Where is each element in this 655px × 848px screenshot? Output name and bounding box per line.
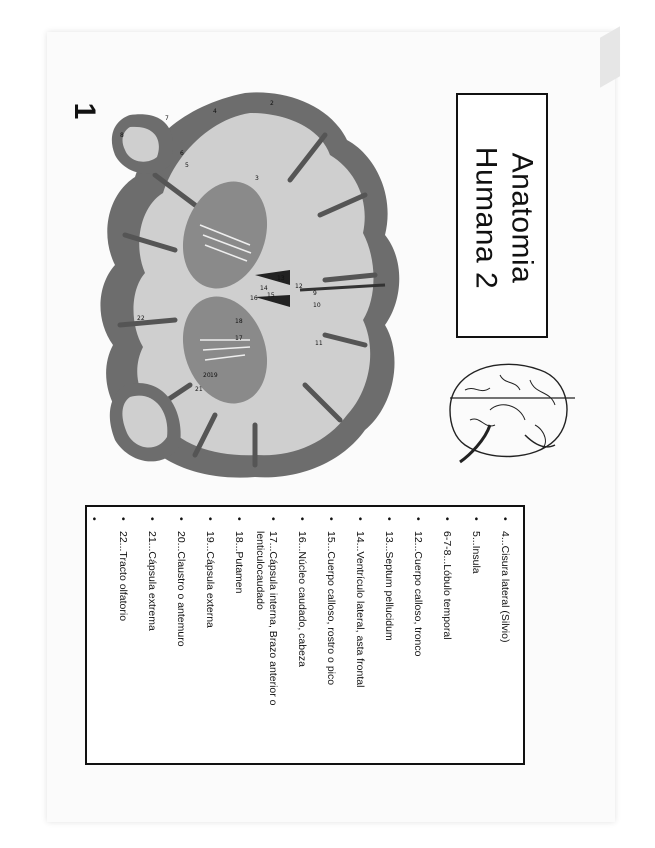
title-line-1: Anatomia — [505, 152, 539, 284]
legend-item: • 22...Tracto olfatorio — [116, 517, 129, 755]
label-8: 8 — [120, 132, 124, 139]
sagittal-reference-figure — [430, 350, 580, 470]
paper-corner-fold — [600, 26, 620, 88]
label-15: 15 — [267, 292, 275, 299]
label-7: 7 — [165, 115, 169, 122]
legend-item: • 17...Cápsula interna, Brazo anterior o lenticulocaudado — [253, 517, 279, 761]
legend-item: • 13...Septum pellucidum — [382, 517, 395, 755]
label-10: 10 — [313, 302, 321, 309]
legend-box — [85, 505, 525, 765]
legend-item: • 6-7-8...Lóbulo temporal — [440, 517, 453, 755]
legend-item: • 20...Claustro o antemuro — [174, 517, 187, 755]
label-14: 14 — [260, 285, 268, 292]
label-5: 5 — [185, 162, 189, 169]
label-18: 18 — [235, 318, 243, 325]
title-rotated — [458, 96, 550, 341]
label-22: 22 — [137, 315, 145, 322]
label-17: 17 — [235, 335, 243, 342]
label-19: 19 — [210, 372, 218, 379]
title-line-2: Humana 2 — [469, 146, 503, 290]
label-13: 13 — [277, 275, 285, 282]
cerebellum — [525, 435, 555, 447]
sagittal-gyri — [465, 375, 555, 450]
legend-item: • 15...Cuerpo calloso, rostro o pico — [324, 517, 337, 755]
label-2: 2 — [270, 100, 274, 107]
label-20: 20 — [203, 372, 211, 379]
legend-item: • 16...Núcleo caudado, cabeza — [295, 517, 308, 755]
label-21: 21 — [195, 386, 203, 393]
legend-rotated — [87, 507, 523, 763]
legend-item: • 14...Ventrículo lateral, asta frontal — [353, 517, 366, 755]
label-11: 11 — [315, 340, 323, 347]
legend-item: • 5...Insula — [469, 517, 482, 755]
label-16: 16 — [250, 295, 258, 302]
brain-coronal-section-figure — [85, 85, 420, 485]
label-3: 3 — [255, 175, 259, 182]
title-box — [456, 93, 548, 338]
legend-item: • 12...Cuerpo calloso, tronco — [411, 517, 424, 755]
label-6: 6 — [180, 150, 184, 157]
legend-item: • 19...Cápsula externa — [203, 517, 216, 755]
legend-item-empty — [87, 517, 100, 755]
sagittal-outline — [450, 364, 567, 456]
legend-item: • 21...Cápsula extrema — [145, 517, 158, 755]
label-9: 9 — [313, 290, 317, 297]
brainstem — [460, 425, 490, 462]
legend-item: • 18...Putamen — [232, 517, 245, 755]
legend-list — [87, 507, 523, 763]
page-number-text: 1 — [68, 102, 101, 120]
label-12: 12 — [295, 283, 303, 290]
label-4: 4 — [213, 108, 217, 115]
legend-item: • 4...Cisura lateral (Silvio) — [498, 517, 511, 755]
